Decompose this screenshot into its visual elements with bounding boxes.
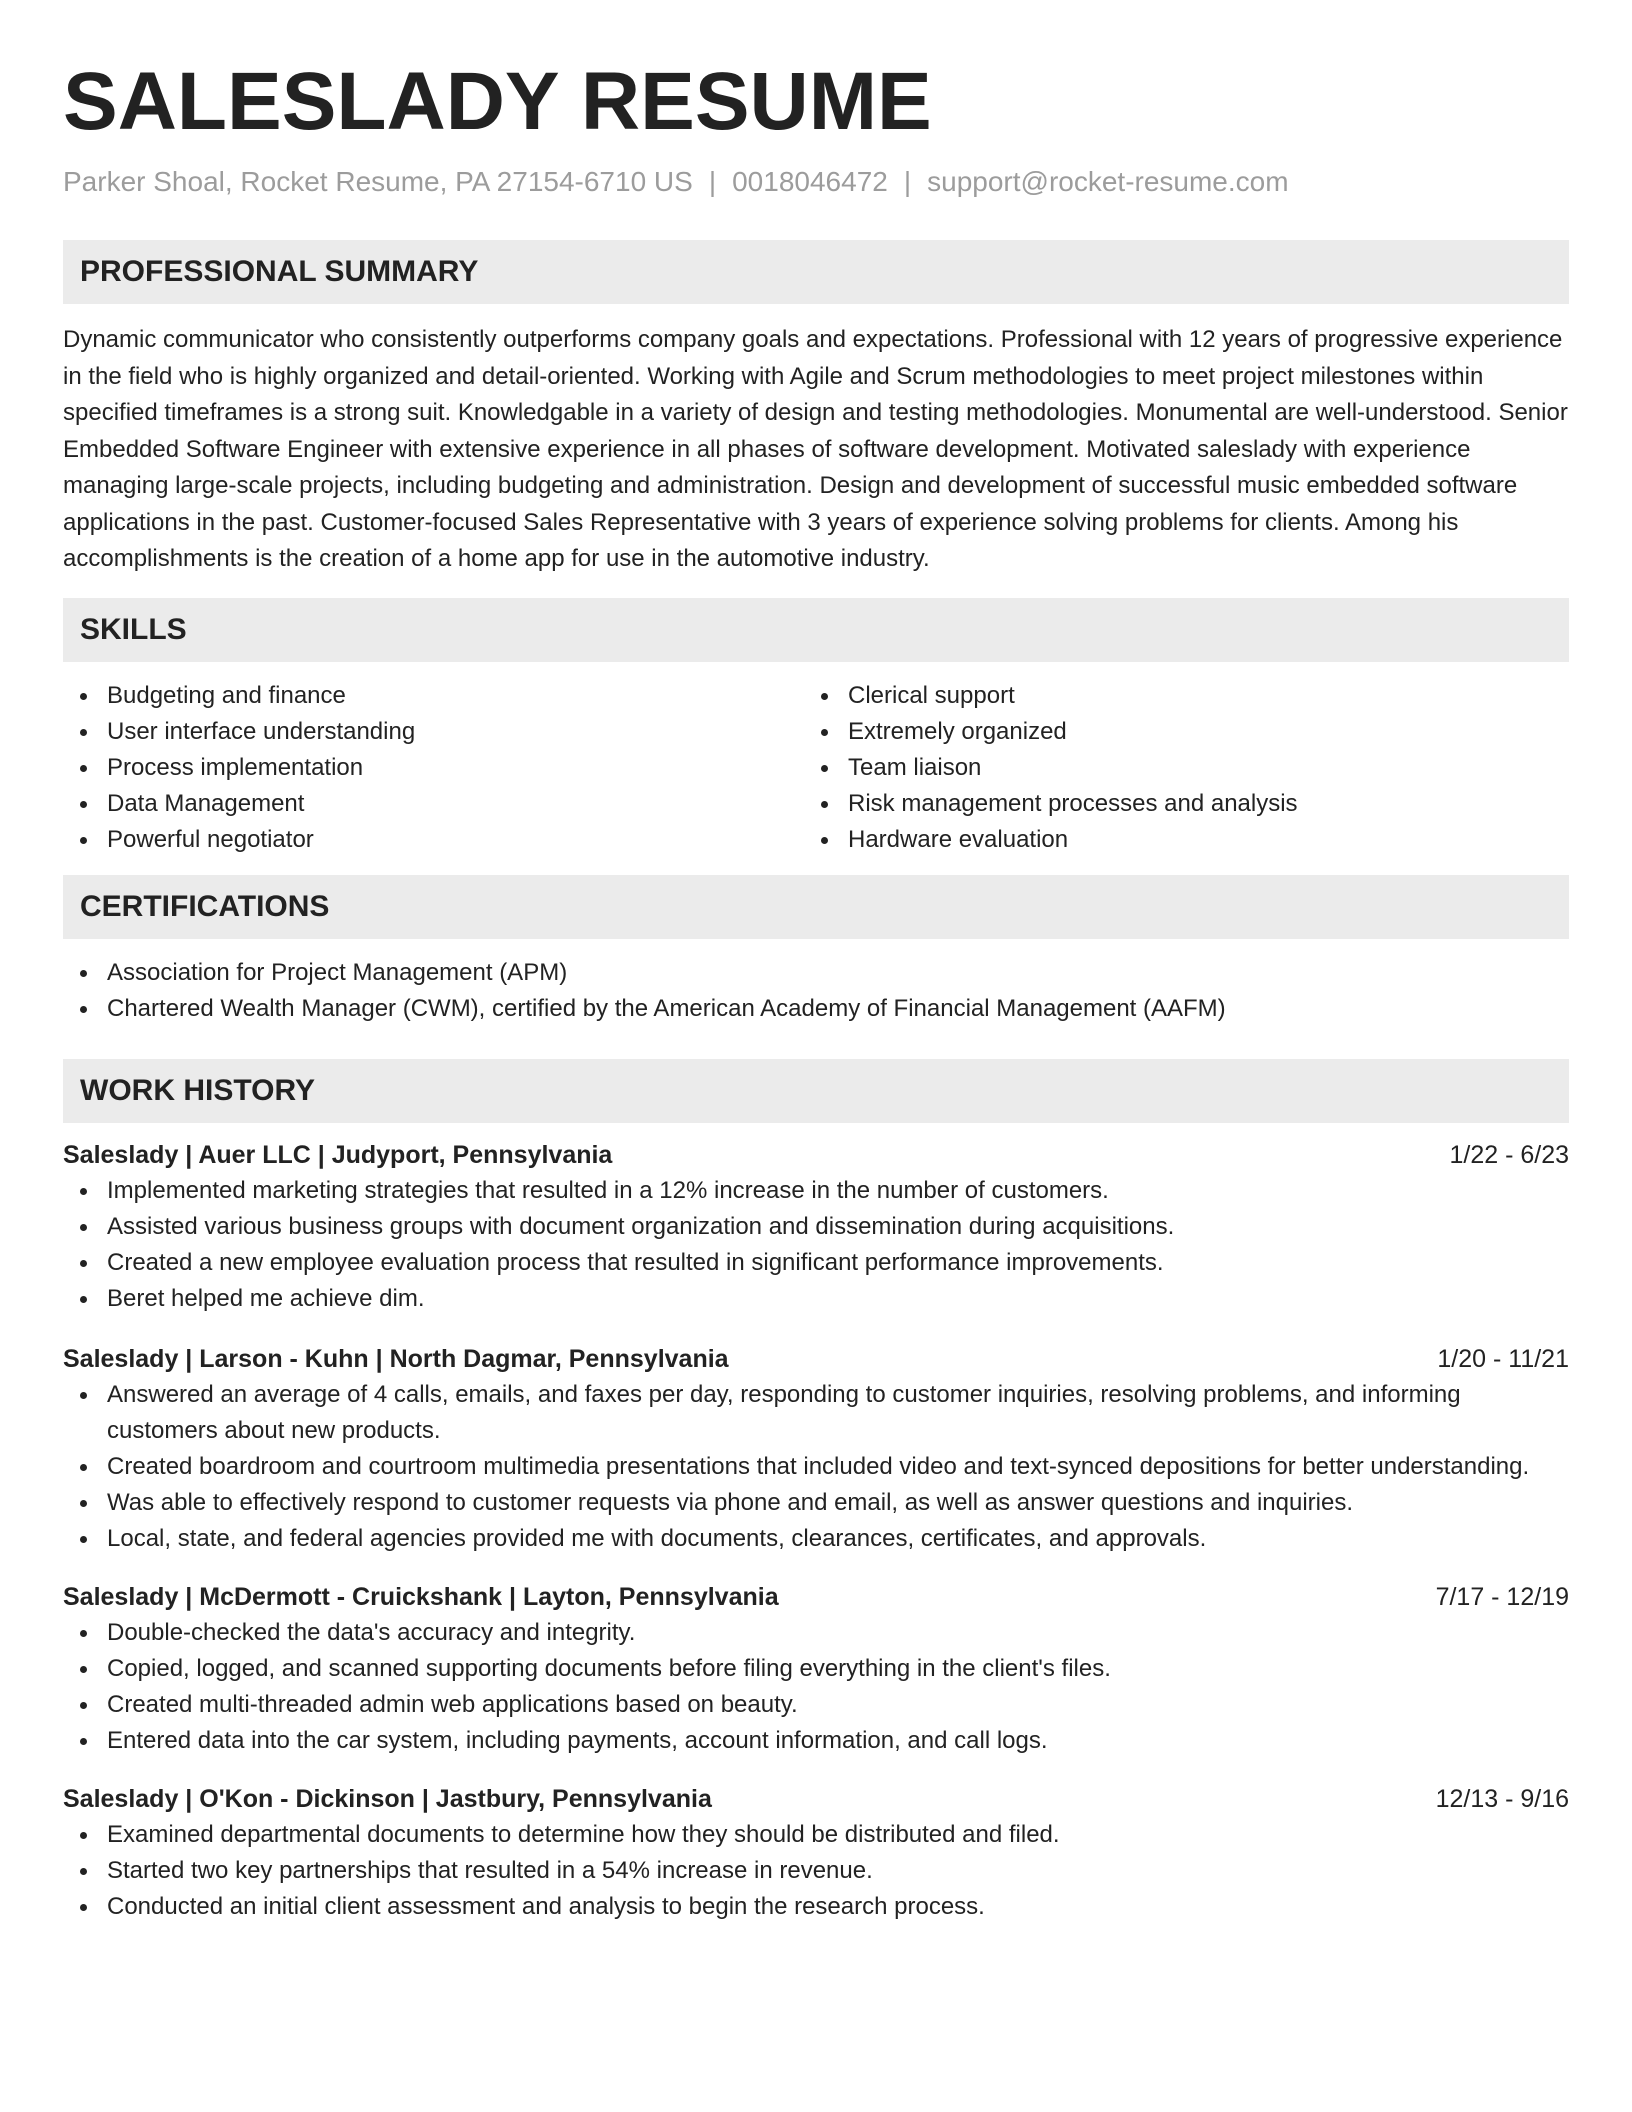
job-title: Saleslady | McDermott - Cruickshank | Layton, Pennsylvania	[63, 1582, 779, 1611]
job-bullet: Created multi-threaded admin web applications based on beauty.	[63, 1687, 1569, 1723]
job-header	[63, 1781, 1569, 1817]
skill-item: Data Management	[63, 786, 804, 822]
skills-list-right	[804, 678, 1545, 858]
certifications-list	[63, 955, 1569, 1027]
job-title: Saleslady | O'Kon - Dickinson | Jastbury, Pennsylvania	[63, 1784, 712, 1813]
contact-address: Parker Shoal, Rocket Resume, PA 27154-6710 US	[63, 166, 693, 197]
job-header	[63, 1341, 1569, 1377]
skill-item: Clerical support	[804, 678, 1545, 714]
job-bullet: Assisted various business groups with document organization and dissemination during acquisitions.	[63, 1209, 1569, 1245]
skill-item: User interface understanding	[63, 714, 804, 750]
job-bullets	[63, 1173, 1569, 1317]
job-bullet: Double-checked the data's accuracy and integrity.	[63, 1615, 1569, 1651]
job-header	[63, 1137, 1569, 1173]
certifications-heading: CERTIFICATIONS	[63, 875, 1569, 939]
contact-separator: |	[903, 166, 912, 197]
job-entry	[63, 1781, 1569, 1925]
job-bullet: Was able to effectively respond to customer requests via phone and email, as well as answer questions and inquiries.	[63, 1485, 1569, 1521]
job-bullets	[63, 1615, 1569, 1759]
resume-title: SALESLADY RESUME	[63, 56, 932, 147]
contact-separator: |	[708, 166, 717, 197]
contact-phone: 0018046472	[732, 166, 888, 197]
job-title: Saleslady | Auer LLC | Judyport, Pennsylvania	[63, 1140, 613, 1169]
job-bullet: Answered an average of 4 calls, emails, and faxes per day, responding to customer inquiries, resolving problems, and informing customers about new products.	[63, 1377, 1569, 1449]
job-bullet: Conducted an initial client assessment and analysis to begin the research process.	[63, 1889, 1569, 1925]
job-entry	[63, 1341, 1569, 1557]
job-dates: 7/17 - 12/19	[1435, 1582, 1569, 1611]
job-dates: 1/22 - 6/23	[1449, 1140, 1569, 1169]
job-header	[63, 1579, 1569, 1615]
skill-item: Risk management processes and analysis	[804, 786, 1545, 822]
job-bullets	[63, 1377, 1569, 1557]
skills-grid	[63, 678, 1569, 858]
certification-item: Association for Project Management (APM)	[63, 955, 1569, 991]
skill-item: Budgeting and finance	[63, 678, 804, 714]
skill-item: Process implementation	[63, 750, 804, 786]
skill-item: Hardware evaluation	[804, 822, 1545, 858]
skill-item: Team liaison	[804, 750, 1545, 786]
job-bullet: Copied, logged, and scanned supporting documents before filing everything in the client's files.	[63, 1651, 1569, 1687]
job-dates: 12/13 - 9/16	[1435, 1784, 1569, 1813]
job-bullet: Created a new employee evaluation process that resulted in significant performance improvements.	[63, 1245, 1569, 1281]
skill-item: Extremely organized	[804, 714, 1545, 750]
work-history-heading: WORK HISTORY	[63, 1059, 1569, 1123]
summary-heading: PROFESSIONAL SUMMARY	[63, 240, 1569, 304]
job-bullet: Local, state, and federal agencies provided me with documents, clearances, certificates, and approvals.	[63, 1521, 1569, 1557]
job-bullet: Implemented marketing strategies that resulted in a 12% increase in the number of customers.	[63, 1173, 1569, 1209]
job-bullet: Examined departmental documents to determine how they should be distributed and filed.	[63, 1817, 1569, 1853]
summary-text: Dynamic communicator who consistently outperforms company goals and expectations. Professional with 12 years of progressive experience in the field who is highly organized and detail-oriented. Working with Agile and Scrum methodologies to meet project milestones within specified timeframes is a strong suit. Knowledgable in a variety of design and testing methodologies. Monumental are well-understood. Senior Embedded Software Engineer with extensive experience in all phases of software development. Motivated saleslady with experience managing large-scale projects, including budgeting and administration. Design and development of successful music embedded software applications in the past. Customer-focused Sales Representative with 3 years of experience solving problems for clients. Among his accomplishments is the creation of a home app for use in the automotive industry.	[63, 326, 1568, 572]
job-entry	[63, 1137, 1569, 1317]
skill-item: Powerful negotiator	[63, 822, 804, 858]
job-bullet: Created boardroom and courtroom multimedia presentations that included video and text-synced depositions for better understanding.	[63, 1449, 1569, 1485]
job-dates: 1/20 - 11/21	[1437, 1344, 1569, 1373]
certification-item: Chartered Wealth Manager (CWM), certified by the American Academy of Financial Management (AAFM)	[63, 991, 1569, 1027]
contact-line	[63, 164, 1569, 200]
job-bullet: Started two key partnerships that resulted in a 54% increase in revenue.	[63, 1853, 1569, 1889]
job-bullet: Beret helped me achieve dim.	[63, 1281, 1569, 1317]
job-bullets	[63, 1817, 1569, 1925]
job-bullet: Entered data into the car system, including payments, account information, and call logs.	[63, 1723, 1569, 1759]
job-entry	[63, 1579, 1569, 1759]
skills-heading: SKILLS	[63, 598, 1569, 662]
skills-list-left	[63, 678, 804, 858]
job-title: Saleslady | Larson - Kuhn | North Dagmar, Pennsylvania	[63, 1344, 729, 1373]
contact-email[interactable]: support@rocket-resume.com	[927, 166, 1289, 197]
